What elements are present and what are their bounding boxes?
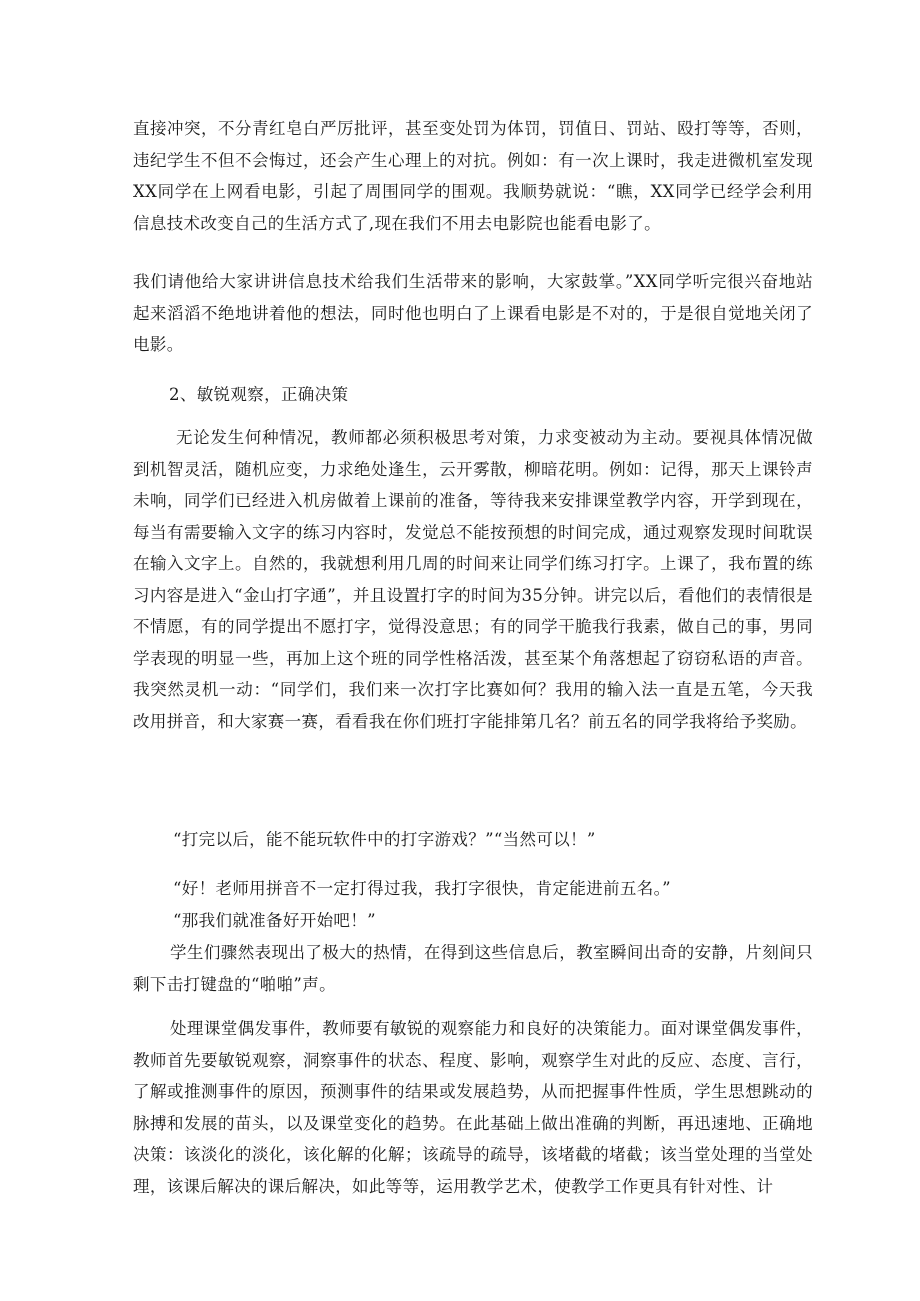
paragraph-classroom-quiet: 学生们骤然表现出了极大的热情，在得到这些信息后，教室瞬间出奇的安静，片刻间只剩下击打键盘的“啪啪”声。	[133, 943, 813, 994]
dialogue-line-start: “那我们就准备好开始吧！”	[173, 911, 376, 930]
paragraph-decision-making: 处理课堂偶发事件，教师要有敏锐的观察能力和良好的决策能力。面对课堂偶发事件，教师首先要敏锐观察，洞察事件的状态、程度、影响，观察学生对此的反应、态度、言行，了解或推测事件的原因，预测事件的结果或发展趋势，从而把握事件性质，学生思想跳动的脉搏和发展的苗头，以及课堂变化的趋势。在此基础上做出准确的判断，再迅速地、正确地决策：该淡化的淡化，该化解的化解；该疏导的疏导，该堵截的堵截；该当堂处理的当堂处理，该课后解决的课后解决，如此等等，运用教学艺术，使教学工作更具有针对性、计	[133, 1019, 813, 1196]
paragraph-typing-contest: 无论发生何种情况，教师都必须积极思考对策，力求变被动为主动。要视具体情况做到机智灵活，随机应变，力求绝处逢生，云开雾散，柳暗花明。例如：记得，那天上课铃声未响，同学们已经进入机房做着上课前的准备，等待我来安排课堂教学内容，开学到现在，每当有需要输入文字的练习内容时，发觉总不能按预想的时间完成，通过观察发现时间耽误在输入文字上。自然的，我就想利用几周的时间来让同学们练习打字。上课了，我布置的练习内容是进入“金山打字通”，并且设置打字的时间为35分钟。讲完以后，看他们的表情很是不情愿，有的同学提出不愿打字，觉得没意思；有的同学干脆我行我素，做自己的事，男同学表现的明显一些，再加上这个班的同学性格活泼，甚至某个角落想起了窃窃私语的声音。我突然灵机一动：“同学们，我们来一次打字比赛如何？我用的输入法一直是五笔，今天我改用拼音，和大家赛一赛，看看我在你们班打字能排第几名？前五名的同学我将给予奖励。	[133, 428, 813, 731]
paragraph-student-speech: 我们请他给大家讲讲信息技术给我们生活带来的影响，大家鼓掌。”XX同学听完很兴奋地站起来滔滔不绝地讲着他的想法，同时他也明白了上课看电影是不对的，于是很自觉地关闭了电影。	[133, 272, 813, 354]
dialogue-line-game-question: “打完以后，能不能玩软件中的打字游戏？”“当然可以！”	[173, 830, 596, 849]
dialogue-line-student-boast: “好！老师用拼音不一定打得过我，我打字很快，肯定能进前五名。”	[173, 879, 671, 898]
section-heading-observation: 2、敏锐观察，正确决策	[169, 385, 349, 404]
paragraph-discipline-example: 直接冲突，不分青红皂白严厉批评，甚至变处罚为体罚，罚值日、罚站、殴打等等，否则，违纪学生不但不会悔过，还会产生心理上的对抗。例如：有一次上课时，我走进微机室发现XX同学在上网看电影，引起了周围同学的围观。我顺势就说：“瞧，XX同学已经学会利用信息技术改变自己的生活方式了,现在我们不用去电影院也能看电影了。	[133, 119, 813, 233]
